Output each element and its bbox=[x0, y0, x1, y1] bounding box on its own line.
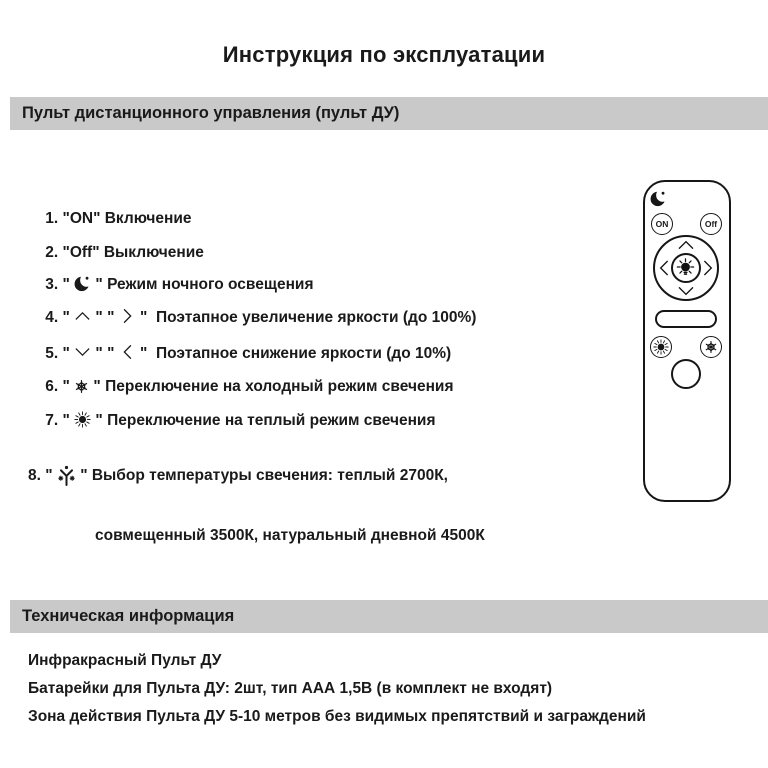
remote-pill-button bbox=[655, 310, 717, 328]
chevron-down-icon bbox=[677, 286, 695, 296]
list-item-8-pre: 8. " bbox=[28, 467, 57, 484]
tech-line-range: Зона действия Пульта ДУ 5-10 метров без видимых препятствий и заграждений bbox=[28, 708, 646, 725]
list-item-6-post: " Переключение на холодный режим свечения bbox=[89, 378, 454, 395]
remote-round-button bbox=[671, 359, 701, 389]
remote-direction-pad bbox=[653, 235, 719, 301]
remote-off-button bbox=[700, 213, 722, 235]
list-item-8-line1 bbox=[28, 465, 485, 486]
list-item-4-mid: " " bbox=[91, 309, 119, 326]
bulb-icon bbox=[674, 256, 697, 279]
section-header-tech-label: Техническая информация bbox=[22, 607, 235, 625]
tech-line-ir: Инфракрасный Пульт ДУ bbox=[28, 652, 222, 669]
chevron-up-icon bbox=[677, 240, 695, 250]
list-item-5-mid: " " bbox=[91, 345, 119, 362]
list-item-4-post: " Поэтапное увеличение яркости (до 100%) bbox=[135, 309, 477, 326]
sun-icon bbox=[653, 339, 669, 355]
section-header-remote-label: Пульт дистанционного управления (пульт ДУ) bbox=[22, 104, 400, 122]
chevron-up-icon bbox=[74, 311, 91, 321]
tech-info-block bbox=[28, 652, 646, 736]
remote-brightness-button bbox=[671, 253, 701, 283]
remote-warm-button bbox=[650, 336, 672, 358]
list-item-6-pre: 6. " bbox=[45, 378, 75, 395]
list-item-7-pre: 7. " bbox=[45, 412, 75, 429]
remote-off-label: Off bbox=[704, 219, 718, 229]
list-item-8 bbox=[28, 425, 485, 586]
remote-on-button bbox=[651, 213, 673, 235]
chevron-right-icon bbox=[703, 259, 713, 277]
list-item-1-text: 1. "ON" Включение bbox=[45, 210, 192, 227]
list-item-3-post: " Режим ночного освещения bbox=[91, 276, 314, 293]
snowflake-icon bbox=[704, 340, 718, 354]
list-item-5-post: " Поэтапное снижение яркости (до 10%) bbox=[135, 345, 452, 362]
moon-icon bbox=[650, 190, 667, 207]
list-item-2-text: 2. "Off" Выключение bbox=[45, 244, 204, 261]
list-item-8-post: " Выбор температуры свечения: теплый 2700К, bbox=[75, 467, 448, 484]
tech-line-batteries: Батарейки для Пульта ДУ: 2шт, тип ААА 1,5В (в комплект не входят) bbox=[28, 680, 553, 697]
list-item-5-pre: 5. " bbox=[45, 345, 75, 362]
remote-on-label: ON bbox=[655, 219, 669, 229]
remote-cold-button bbox=[700, 336, 722, 358]
page-title: Инструкция по эксплуатации bbox=[222, 42, 546, 67]
chevron-left-icon bbox=[659, 259, 669, 277]
section-header-tech bbox=[10, 600, 768, 633]
list-item-4-pre: 4. " bbox=[45, 309, 75, 326]
chevron-down-icon bbox=[74, 347, 91, 357]
remote-illustration bbox=[643, 180, 731, 502]
section-header-remote bbox=[10, 97, 768, 130]
chevron-right-icon bbox=[122, 308, 132, 325]
list-item-8-line2: совмещенный 3500К, натуральный дневной 4500К bbox=[95, 527, 485, 544]
list-item-7-post: " Переключение на теплый режим свечения bbox=[91, 412, 436, 429]
list-item-3-pre: 3. " bbox=[45, 276, 75, 293]
temp-select-icon bbox=[57, 465, 76, 486]
